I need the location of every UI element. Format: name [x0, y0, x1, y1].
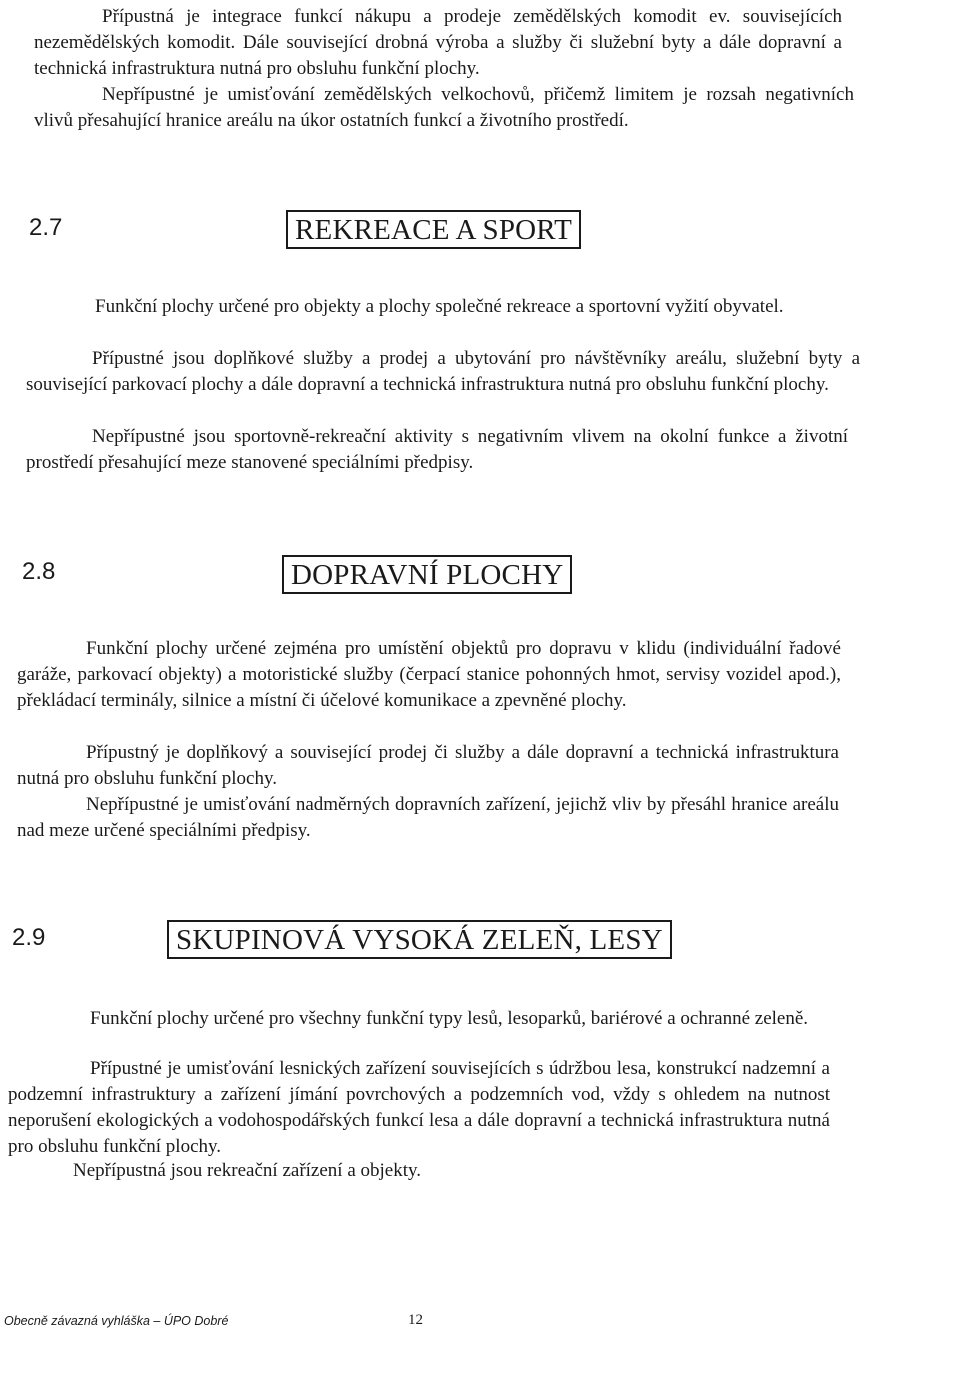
section-2-8-text-1: Funkční plochy určené zejména pro umístění objektů pro dopravu v klidu (individuální řadové garáže, parkovací objekty) a motoristické služby (čerpací stanice pohonných hmot, servisy vozidel apod.), překládací terminály, silnice a místní či účelové komunikace a zpevněné plochy. [17, 638, 841, 711]
section-2-8-paragraph-3 [17, 792, 839, 844]
section-title-dopravni-plochy: DOPRAVNÍ PLOCHY [282, 555, 572, 594]
section-2-9-paragraph-2 [8, 1056, 830, 1160]
section-title-skupinova-vysoka-zelen-lesy: SKUPINOVÁ VYSOKÁ ZELEŇ, LESY [167, 920, 672, 959]
footer-document-name: Obecně závazná vyhláška – ÚPO Dobré [4, 1314, 229, 1328]
intro-text-1: Přípustná je integrace funkcí nákupu a prodeje zemědělských komodit ev. souvisejících nezemědělských komodit. Dále související drobná výroba a služby či služební byty a dále dopravní a technická infrastruktura nutná pro obsluhu funkční plochy. [34, 6, 842, 79]
section-2-7-paragraph-2 [26, 346, 860, 398]
intro-paragraph-2 [34, 82, 854, 134]
section-2-9-text-3: Nepřípustná jsou rekreační zařízení a objekty. [73, 1160, 422, 1181]
section-number-2-8: 2.8 [22, 558, 56, 585]
section-2-7-text-2: Přípustné jsou doplňkové služby a prodej a ubytování pro návštěvníky areálu, služební byty a související parkovací plochy a dále dopravní a technická infrastruktura nutná pro obsluhu funkční plochy. [26, 348, 860, 395]
intro-paragraph-1 [34, 4, 842, 82]
section-2-9-text-1: Funkční plochy určené pro všechny funkční typy lesů, lesoparků, bariérové a ochranné zeleně. [90, 1008, 809, 1029]
section-2-7-paragraph-3 [26, 424, 848, 476]
section-number-2-9: 2.9 [12, 924, 46, 951]
section-2-8-text-3: Nepřípustné je umisťování nadměrných dopravních zařízení, jejichž vliv by přesáhl hranice areálu nad meze určené speciálními předpisy. [17, 794, 839, 841]
section-2-8-text-2: Přípustný je doplňkový a související prodej či služby a dále dopravní a technická infrastruktura nutná pro obsluhu funkční plochy. [17, 742, 839, 789]
section-title-rekreace-a-sport: REKREACE A SPORT [286, 210, 581, 249]
section-2-9-paragraph-3 [8, 1158, 830, 1184]
footer-page-number: 12 [408, 1312, 423, 1328]
section-number-2-7: 2.7 [29, 214, 63, 241]
intro-text-2: Nepřípustné je umisťování zemědělských velkochovů, přičemž limitem je rozsah negativních vlivů přesahující hranice areálu na úkor ostatních funkcí a životního prostředí. [34, 84, 854, 131]
section-2-7-text-1: Funkční plochy určené pro objekty a plochy společné rekreace a sportovní vyžití obyvatel. [95, 296, 784, 317]
section-2-8-paragraph-1 [17, 636, 841, 714]
section-2-8-paragraph-2 [17, 740, 839, 792]
section-2-7-paragraph-1 [26, 294, 864, 320]
section-2-9-text-2: Přípustné je umisťování lesnických zařízení souvisejících s údržbou lesa, konstrukcí nadzemní a podzemní infrastruktury a zařízení jímání povrchových a podzemních vod, vždy s ohledem na nutnost neporušení ekologických a vodohospodářských funkcí lesa a dále dopravní a technická infrastruktura nutná pro obsluhu funkční plochy. [8, 1058, 830, 1157]
section-2-7-text-3: Nepřípustné jsou sportovně-rekreační aktivity s negativním vlivem na okolní funkce a životní prostředí přesahující meze stanovené speciálními předpisy. [26, 426, 848, 473]
section-2-9-paragraph-1 [8, 1006, 835, 1032]
